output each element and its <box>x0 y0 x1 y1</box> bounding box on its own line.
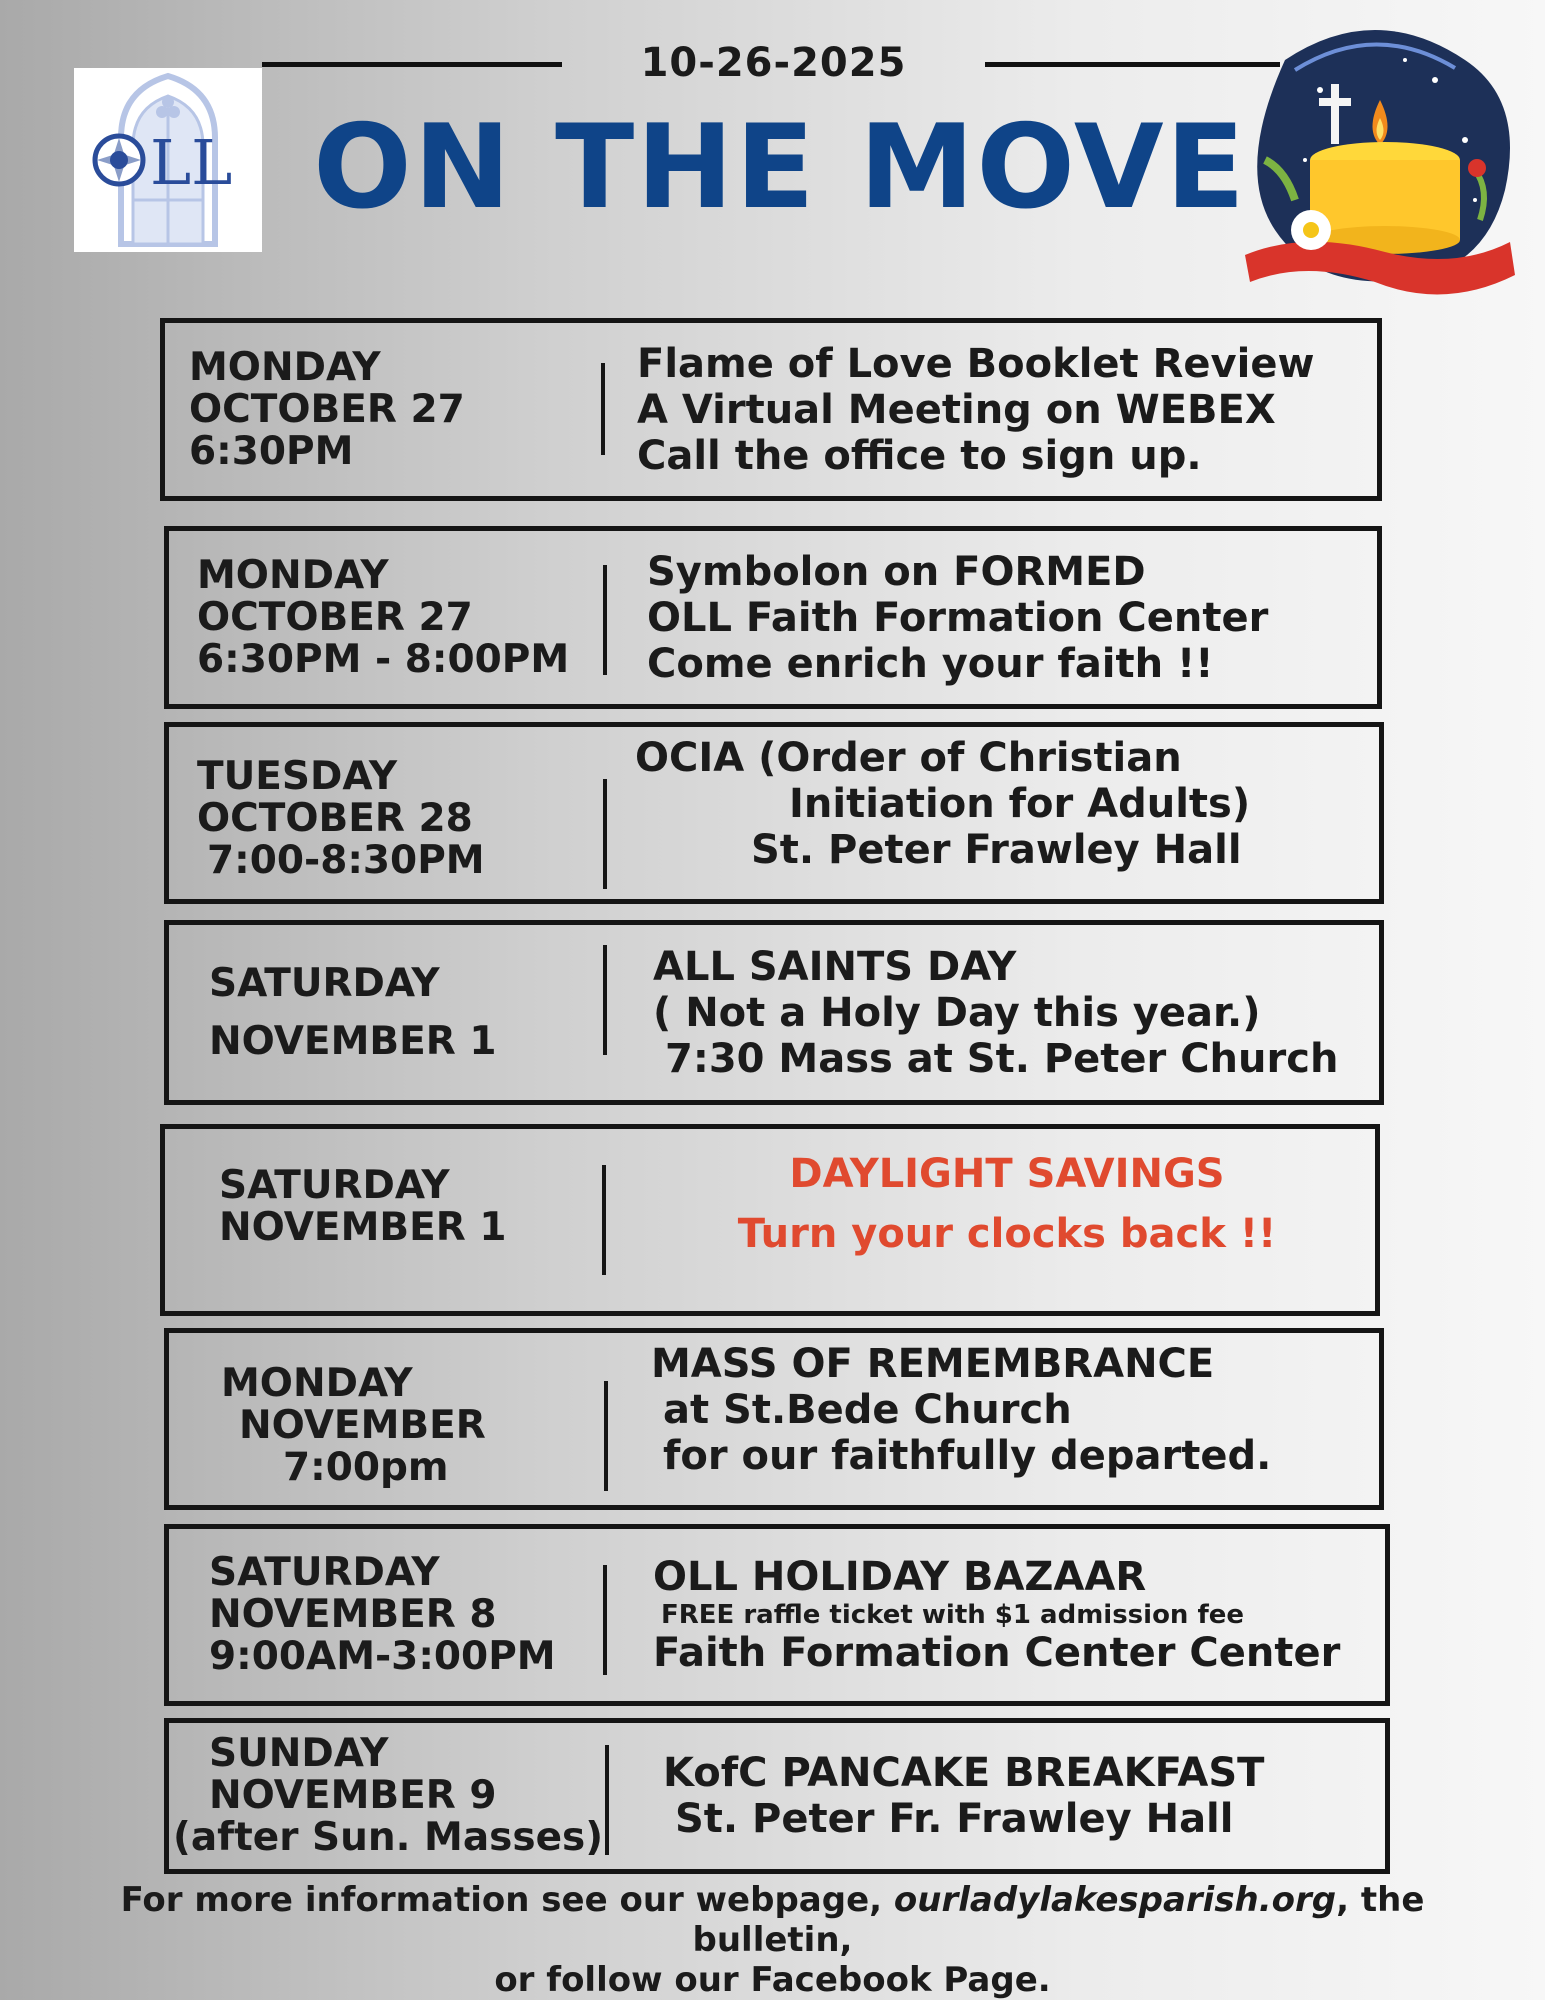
event-card <box>164 1524 1390 1706</box>
event-separator <box>603 1565 607 1675</box>
event-card <box>164 1718 1390 1874</box>
footer-info: For more information see our webpage, ourladylakesparish.org, the bulletin, or follow our Facebook Page. <box>120 1880 1425 2000</box>
event-separator <box>601 363 605 455</box>
parish-logo <box>74 68 262 252</box>
event-separator <box>602 1165 606 1275</box>
svg-text:LL: LL <box>150 126 233 199</box>
event-date: SUNDAY NOVEMBER 9 (after Sun. Masses) <box>173 1731 604 1860</box>
event-date: SATURDAY NOVEMBER 1 <box>219 1163 507 1250</box>
event-card <box>164 526 1382 709</box>
event-date: MONDAY OCTOBER 27 6:30PM <box>189 344 465 474</box>
header-rule-left <box>262 62 562 67</box>
event-description: OLL HOLIDAY BAZAAR FREE raffle ticket with $1 admission fee Faith Formation Center Center <box>653 1554 1341 1676</box>
event-description: KofC PANCAKE BREAKFAST St. Peter Fr. Frawley Hall <box>663 1750 1265 1842</box>
event-date: TUESDAY OCTOBER 28 7:00-8:30PM <box>197 754 485 883</box>
event-date: SATURDAY NOVEMBER 8 9:00AM-3:00PM <box>209 1550 556 1679</box>
website-link[interactable]: ourladylakesparish.org <box>893 1880 1337 1920</box>
event-separator <box>603 779 607 889</box>
event-description: ALL SAINTS DAY ( Not a Holy Day this year.) 7:30 Mass at St. Peter Church <box>653 943 1339 1082</box>
event-date: MONDAY OCTOBER 27 6:30PM - 8:00PM <box>197 552 570 682</box>
event-description: OCIA (Order of Christian Initiation for Adults) St. Peter Frawley Hall <box>635 735 1251 873</box>
event-separator <box>604 1381 608 1491</box>
event-date: SATURDAY NOVEMBER 1 <box>209 960 497 1064</box>
event-separator <box>605 1745 609 1855</box>
event-card <box>164 722 1384 904</box>
event-description: DAYLIGHT SAVINGS Turn your clocks back !! <box>737 1151 1277 1257</box>
event-separator <box>603 945 607 1055</box>
event-description: Symbolon on FORMED OLL Faith Formation Center Come enrich your faith !! <box>647 548 1269 687</box>
event-card <box>160 318 1382 501</box>
event-card <box>160 1124 1380 1316</box>
bulletin-date: 10-26-2025 <box>640 40 907 86</box>
page-title: ON THE MOVE <box>313 100 1247 235</box>
event-separator <box>603 565 607 675</box>
event-description: MASS OF REMEMBRANCE at St.Bede Church for our faithfully departed. <box>651 1341 1272 1479</box>
event-card <box>164 920 1384 1105</box>
event-description: Flame of Love Booklet Review A Virtual Meeting on WEBEX Call the office to sign up. <box>637 340 1315 479</box>
event-card <box>164 1328 1384 1510</box>
event-date: MONDAY NOVEMBER 7:00pm <box>221 1361 486 1490</box>
candle-illustration <box>1225 20 1525 310</box>
